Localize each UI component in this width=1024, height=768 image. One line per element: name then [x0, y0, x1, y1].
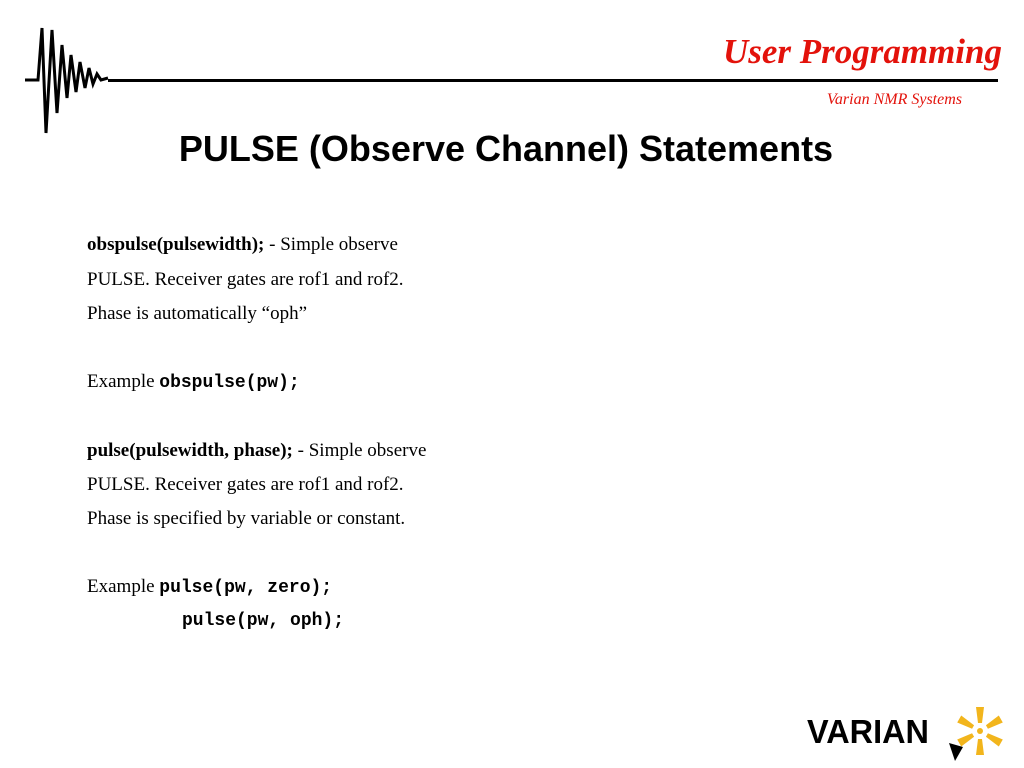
pulse-summary: - Simple observe [292, 440, 427, 461]
obspulse-signature: obspulse(pulsewidth); [87, 234, 265, 255]
obspulse-description-line3: Phase is automatically “oph” [87, 303, 308, 324]
pulse-example-code-2: pulse(pw, oph); [182, 611, 345, 631]
example-label: Example [87, 576, 160, 597]
pulse-description-line1 [87, 440, 426, 462]
obspulse-example [87, 371, 300, 393]
pulse-example-code-1: pulse(pw, zero); [159, 578, 333, 598]
pulse-signature: pulse(pulsewidth, phase); [87, 440, 293, 461]
header-divider [108, 79, 998, 82]
header-subtitle: Varian NMR Systems [826, 91, 962, 108]
slide-title: PULSE (Observe Channel) Statements [178, 128, 834, 169]
header-title: User Programming [722, 32, 1002, 71]
pulse-description-line3: Phase is specified by variable or constant. [87, 508, 406, 529]
obspulse-description-line1 [87, 234, 398, 256]
obspulse-description-line2: PULSE. Receiver gates are rof1 and rof2. [87, 269, 404, 290]
varian-logo [805, 703, 1010, 763]
pulse-example [87, 576, 332, 598]
obspulse-summary: - Simple observe [264, 234, 398, 255]
fid-signal-icon [0, 0, 115, 140]
varian-wordmark: VARIAN [807, 713, 929, 750]
obspulse-example-code: obspulse(pw); [159, 373, 300, 393]
example-label: Example [87, 371, 160, 392]
varian-star-icon [957, 707, 1003, 755]
pulse-description-line2: PULSE. Receiver gates are rof1 and rof2. [87, 474, 404, 495]
